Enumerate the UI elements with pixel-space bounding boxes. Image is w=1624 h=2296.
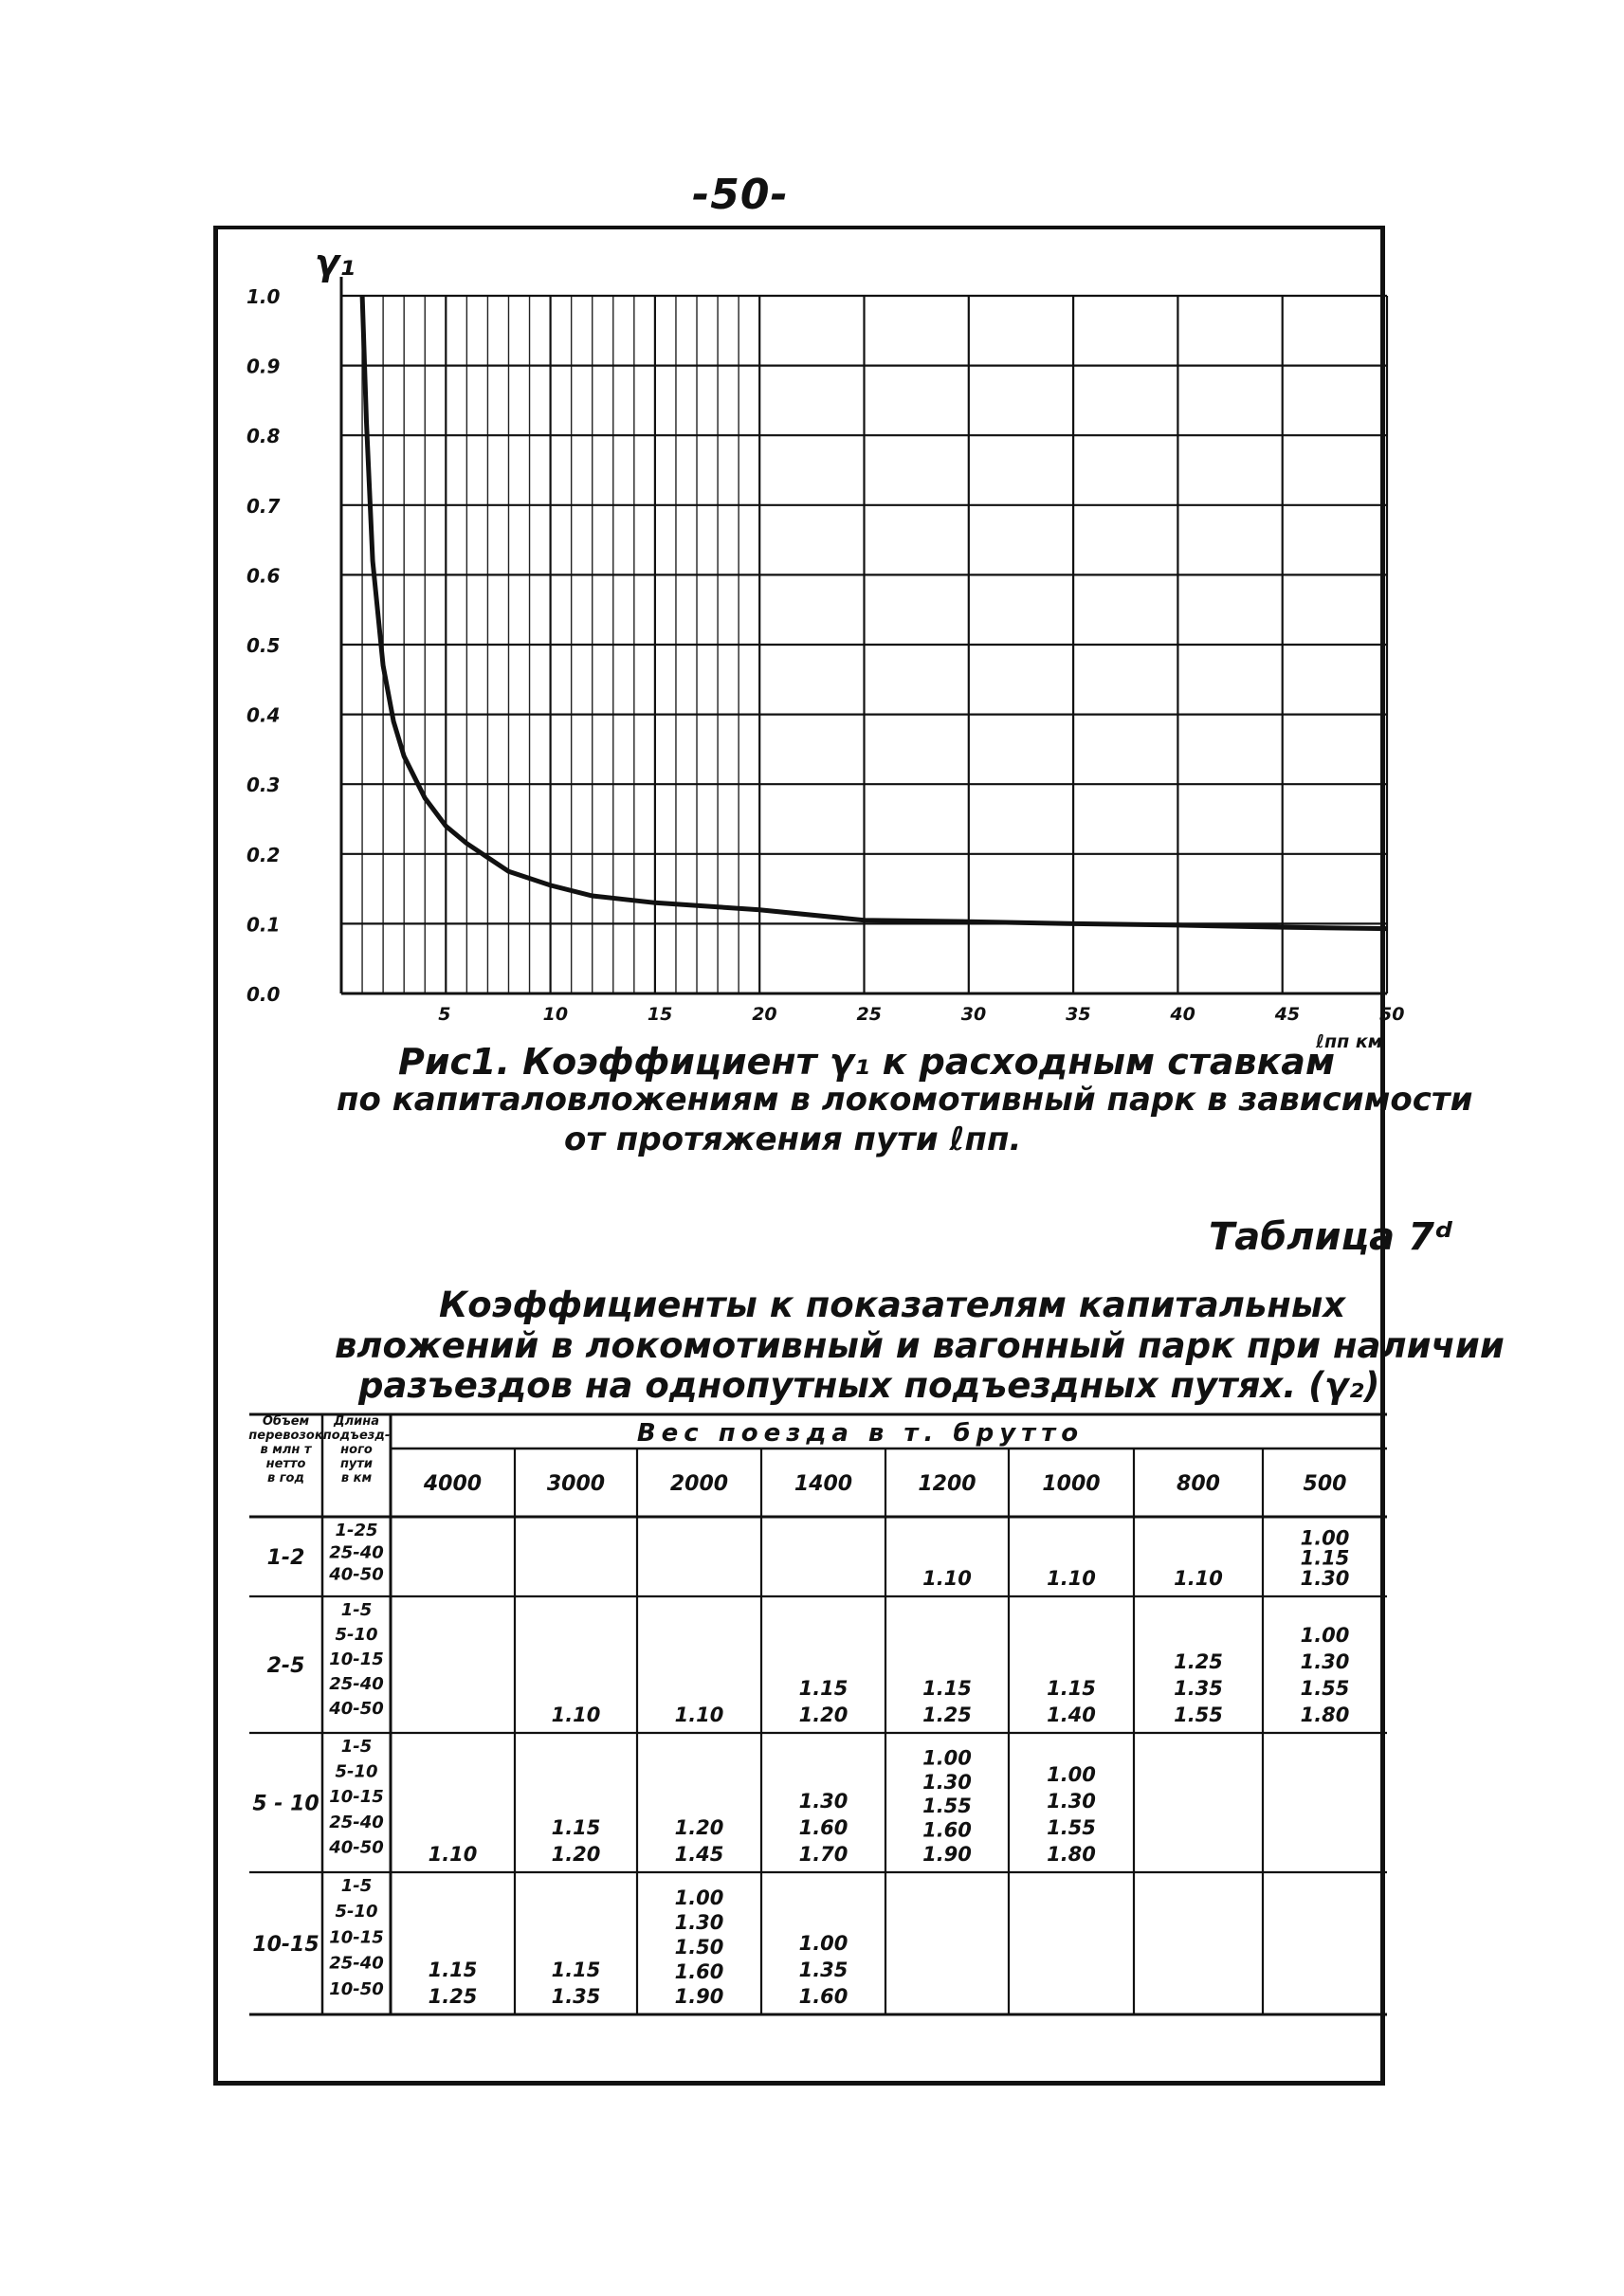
weight-column-header: 800 (1177, 1472, 1220, 1496)
table-text (248, 1414, 1349, 2008)
coefficient-value: 1.25 (922, 1704, 972, 1726)
weight-column-header: 1000 (1042, 1472, 1101, 1496)
coefficient-value: 1.10 (1174, 1567, 1223, 1590)
length-label: 10-15 (329, 1927, 384, 1948)
header-length-text: в км (340, 1471, 373, 1485)
coefficient-value: 1.10 (1047, 1567, 1096, 1590)
y-tick-label: 0.1 (246, 913, 281, 937)
length-label: 25-40 (329, 1953, 384, 1974)
coefficient-value: 1.30 (1300, 1567, 1350, 1590)
coefficient-value: 1.35 (1174, 1677, 1223, 1700)
header-length-text: ного (340, 1443, 373, 1457)
volume-label: 1-2 (266, 1546, 305, 1570)
header-volume-text: перевозок (248, 1429, 323, 1443)
y-tick-label: 0.6 (246, 564, 281, 588)
y-tick-label: 0.3 (246, 774, 281, 797)
coefficient-value: 1.30 (798, 1790, 848, 1813)
length-label: 5-10 (335, 1761, 378, 1782)
coefficient-value: 1.00 (1300, 1624, 1350, 1647)
coefficient-value: 1.60 (922, 1818, 972, 1842)
coefficient-value: 1.50 (674, 1936, 724, 1959)
length-label: 1-5 (340, 1876, 373, 1896)
length-label: 5-10 (335, 1625, 378, 1645)
length-label: 40-50 (329, 1837, 384, 1858)
x-tick-label: 20 (752, 1004, 777, 1025)
x-tick-label: 50 (1379, 1004, 1405, 1025)
coefficient-value: 1.55 (1047, 1816, 1096, 1839)
coefficient-value: 1.10 (674, 1704, 724, 1726)
coefficient-value: 1.35 (551, 1985, 601, 2008)
coefficient-value: 1.90 (922, 1843, 972, 1866)
x-tick-label: 25 (856, 1004, 882, 1025)
weight-header: Вес поезда в т. брутто (636, 1419, 1085, 1448)
coefficient-value: 1.60 (798, 1985, 848, 2008)
header-volume-text: Объем (262, 1414, 310, 1429)
header-length-text: пути (339, 1457, 374, 1471)
y-tick-label: 0.2 (246, 843, 281, 866)
length-label: 40-50 (329, 1564, 384, 1585)
x-tick-label: 30 (960, 1004, 987, 1025)
weight-column-header: 500 (1303, 1472, 1347, 1496)
coefficient-value: 1.55 (1300, 1677, 1350, 1700)
volume-label: 2-5 (266, 1654, 305, 1678)
coefficient-value: 1.25 (1174, 1650, 1223, 1673)
table-title-line-3: разъездов на однопутных подъездных путях. (γ₂) (358, 1365, 1380, 1406)
coefficient-value: 1.20 (798, 1704, 848, 1726)
table-title-line-1: Коэффициенты к показателям капитальных (439, 1285, 1346, 1325)
coefficient-value: 1.00 (1047, 1763, 1096, 1786)
length-label: 1-5 (340, 1737, 373, 1757)
table-label: Таблица 7ᵈ (1209, 1215, 1453, 1259)
figure-caption-line-2: по капиталовложениям в локомотивный парк в зависимости (337, 1081, 1473, 1119)
coefficient-value: 1.55 (1174, 1704, 1223, 1726)
y-tick-label: 0.7 (246, 494, 281, 518)
coefficient-value: 1.00 (674, 1886, 724, 1909)
coefficient-value: 1.15 (922, 1677, 972, 1700)
length-label: 25-40 (329, 1542, 384, 1563)
coefficient-value: 1.00 (922, 1746, 972, 1770)
header-volume-text: в год (267, 1471, 304, 1485)
coefficient-value: 1.15 (428, 1959, 478, 1981)
coefficient-value: 1.20 (674, 1816, 724, 1839)
weight-column-header: 4000 (423, 1472, 483, 1496)
coefficient-value: 1.30 (922, 1770, 972, 1794)
x-tick-label: 35 (1066, 1004, 1091, 1025)
y-tick-label: 0.8 (246, 425, 281, 448)
coefficient-value: 1.80 (1047, 1843, 1096, 1866)
coefficient-value: 1.40 (1047, 1704, 1096, 1726)
coefficient-value: 1.70 (798, 1843, 848, 1866)
figure-caption-line-3: от протяжения пути ℓпп. (564, 1121, 1022, 1158)
coefficient-value: 1.60 (674, 1960, 724, 1983)
length-label: 5-10 (335, 1902, 378, 1922)
coefficient-value: 1.25 (428, 1985, 478, 2008)
y-tick-label: 0.4 (246, 703, 281, 727)
length-label: 1-5 (340, 1600, 373, 1620)
x-tick-label: 45 (1274, 1004, 1301, 1025)
y-tick-label: 0.9 (246, 355, 281, 378)
y-tick-label: 0.0 (246, 983, 281, 1006)
x-tick-label: 40 (1170, 1004, 1195, 1025)
length-label: 10-15 (329, 1649, 384, 1669)
table-title-line-2: вложений в локомотивный и вагонный парк при наличии (335, 1325, 1505, 1366)
coefficient-value: 1.15 (1300, 1546, 1350, 1570)
figure-caption-line-1: Рис1. Коэффициент γ₁ к расходным ставкам (398, 1041, 1335, 1083)
length-label: 1-25 (335, 1521, 378, 1540)
coefficient-value: 1.30 (1047, 1790, 1096, 1813)
coefficient-value: 1.30 (674, 1911, 724, 1934)
x-tick-label: 10 (542, 1004, 569, 1025)
weight-column-header: 1200 (918, 1472, 976, 1496)
coefficient-value: 1.90 (674, 1985, 724, 2008)
length-label: 25-40 (329, 1674, 384, 1694)
coefficient-value: 1.15 (551, 1959, 601, 1981)
volume-label: 5 - 10 (252, 1792, 319, 1816)
header-length-text: подъезд- (322, 1429, 391, 1443)
page-number: -50- (692, 171, 789, 219)
coefficient-value: 1.60 (798, 1816, 848, 1839)
coefficient-value: 1.10 (551, 1704, 601, 1726)
length-label: 10-15 (329, 1787, 384, 1808)
coefficient-value: 1.00 (1300, 1526, 1350, 1550)
coefficient-value: 1.45 (674, 1843, 724, 1866)
weight-column-header: 2000 (669, 1472, 729, 1496)
header-volume-text: нетто (265, 1457, 306, 1471)
weight-column-header: 3000 (546, 1472, 606, 1496)
coefficient-value: 1.10 (428, 1843, 478, 1866)
coefficient-value: 1.30 (1300, 1650, 1350, 1673)
length-label: 40-50 (329, 1699, 384, 1719)
header-length-text: Длина (334, 1414, 379, 1429)
header-volume-text: в млн т (260, 1443, 312, 1457)
coefficient-value: 1.35 (798, 1959, 848, 1981)
coefficient-value: 1.15 (551, 1816, 601, 1839)
coefficient-value: 1.15 (798, 1677, 848, 1700)
coefficient-value: 1.55 (922, 1795, 972, 1818)
volume-label: 10-15 (252, 1933, 319, 1957)
coefficient-value: 1.15 (1047, 1677, 1096, 1700)
x-axis-label: ℓпп км (1316, 1031, 1383, 1052)
y-tick-label: 1.0 (246, 285, 281, 308)
y-axis-label: γ₁ (315, 242, 356, 283)
y-tick-label: 0.5 (246, 634, 281, 657)
x-tick-label: 5 (438, 1004, 451, 1025)
coefficient-value: 1.10 (922, 1567, 972, 1590)
x-tick-label: 15 (647, 1004, 673, 1025)
coefficient-value: 1.20 (551, 1843, 601, 1866)
coefficient-value: 1.80 (1300, 1704, 1350, 1726)
length-label: 10-50 (329, 1978, 384, 1999)
weight-column-header: 1400 (794, 1472, 853, 1496)
length-label: 25-40 (329, 1812, 384, 1832)
coefficient-value: 1.00 (798, 1932, 848, 1955)
